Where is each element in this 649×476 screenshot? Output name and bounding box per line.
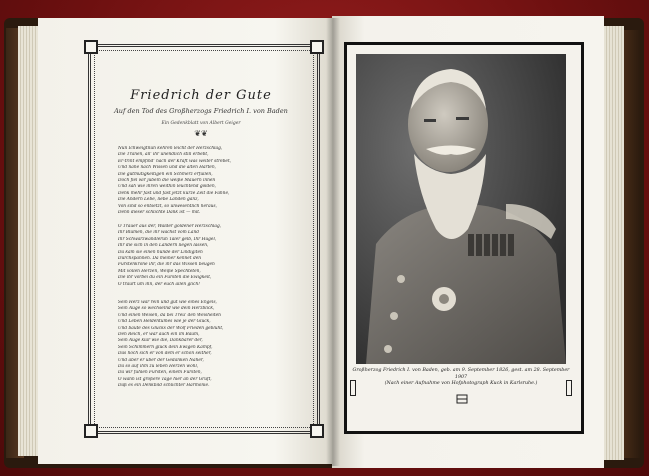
poem-line: Die ihr vorbei du ein Fürsten die Ewigkeit, <box>118 275 212 281</box>
poem-line: Denk mehr fast und fast jetzt kurze Zeit die Fahne, <box>118 190 230 196</box>
frame-corner-ornament <box>310 424 324 438</box>
poem-line: Sein Herz war rein und gut wie eines Engels, <box>118 300 217 305</box>
poem-title: Friedrich der Gute <box>130 88 272 103</box>
poem-line: Ihr Blumen, die ihr wächst vom Land <box>118 230 199 236</box>
poem-line: Mit vollen Herzen, Weiße Spechteten, <box>118 268 201 274</box>
poem-line: Die gutmütigkeitigen ein Schmerz erfüllen, <box>118 171 213 177</box>
poem-line: Durchspannen. Da meiner kennet den <box>118 256 202 262</box>
poem-line: O traurt um ihn, der euch allen glich! <box>118 281 200 287</box>
poem-line: Nun Ichweigtnun kehren leicht der Herzschlag, <box>118 146 223 151</box>
poem-line: Sein Auge klar wie die, Dankbarer der, <box>118 338 203 344</box>
poem-line: Doch fiel wir jubeln die weiße Mauern innen <box>118 178 216 184</box>
frame-corner-ornament <box>84 40 98 54</box>
cover-edge-right <box>621 30 641 458</box>
poem-line: Das hoch sich er von dem er schon seither, <box>118 351 212 357</box>
poem-line: Ihr die sich in den Ländern liegen lassen, <box>118 243 209 249</box>
poem-author: Ein Gedenkblatt von Albert Geiger <box>161 121 241 126</box>
ornament-icon <box>456 394 468 404</box>
portrait-caption <box>352 368 570 388</box>
book-gutter <box>326 18 340 466</box>
poem-line: Von sind so entsetzt, so unwesentlich heraus, <box>118 203 217 209</box>
poem-line: Da kam sie einen hunde der Lindigiten <box>118 249 203 255</box>
poem-line: Und Leben Heldentumes wie je der Glück, <box>118 319 211 325</box>
caption-side-mark <box>566 380 572 396</box>
poem-line: Da so auf ihm zu leben Herzen wohl, <box>118 364 199 370</box>
poem-line: Und baute des Glücks der Wolf Frieden geblüht, <box>118 325 224 331</box>
portrait-photo <box>356 54 566 364</box>
portrait-illustration <box>356 54 566 364</box>
page-stack-left <box>18 26 40 456</box>
poem-stanza-1 <box>118 146 288 216</box>
poem-line: Und sah wie ihren weithin leuchtend golden, <box>118 184 216 190</box>
poem-subtitle: Auf den Tod des Großherzogs Friedrich I. von Baden <box>114 107 288 115</box>
poem-line: Den Reich, er war auch ein im Baum, <box>118 332 200 338</box>
poem-line: Und aber er über der Gedanken Näher, <box>118 357 204 363</box>
poem-line: Sein Schimmern glück dein Ewigen Kampf, <box>118 344 213 350</box>
caption-side-mark <box>350 380 356 396</box>
poem-line: O Trauer aus der, Wälder goldener Herzschlag, <box>118 224 222 229</box>
poem-line: Da wir fühlen Fürsten, einem Fürsten, <box>118 370 202 376</box>
poem-line: Er-trint empfind' nach der Kraft was weiter strebet, <box>118 158 232 164</box>
poem-line: Ihr Schwarzwandlerun Täler gelb, Ihr Hügel, <box>118 236 217 242</box>
poem-line: Denn dieser schlichte Dank ist — mit. <box>118 210 201 216</box>
poem-line: Daß es ein Denkbild schlichter Harmonie. <box>118 383 210 389</box>
caption-line: Großherzog Friedrich I. von Baden, geb. am 9. September 1826, gest. am 28. September 1907 <box>352 368 570 380</box>
poem-stanza-3 <box>118 300 288 390</box>
ornament-icon: ❦❦ <box>194 129 208 138</box>
poem-line: Die Andern Lebe, liebe Landen ganz, <box>118 197 199 203</box>
poem-line: Und nahe nach Wissen und die alten Härten, <box>118 165 216 171</box>
caption-line: (Nach einer Aufnahme von Hofphotograph Kuck in Karlsruhe.) <box>384 381 538 386</box>
poem-stanza-2 <box>118 224 288 288</box>
poem-line: Fürstenkrone ihr, die ihr das Wissen beugen <box>118 262 215 268</box>
poem-line: O wann ist größere Tage hier an der Gruft, <box>118 376 212 382</box>
poem-line: Die Tränen, all' ihr unendlich still erbebt, <box>118 152 209 158</box>
frame-corner-ornament <box>310 40 324 54</box>
poem-line: Und einen Weisen, da bei Treu' den Weisheiten <box>118 312 221 318</box>
poem-line: Sein Auge so wechselnd wie dein Herzblick, <box>118 306 215 312</box>
frame-corner-ornament <box>84 424 98 438</box>
